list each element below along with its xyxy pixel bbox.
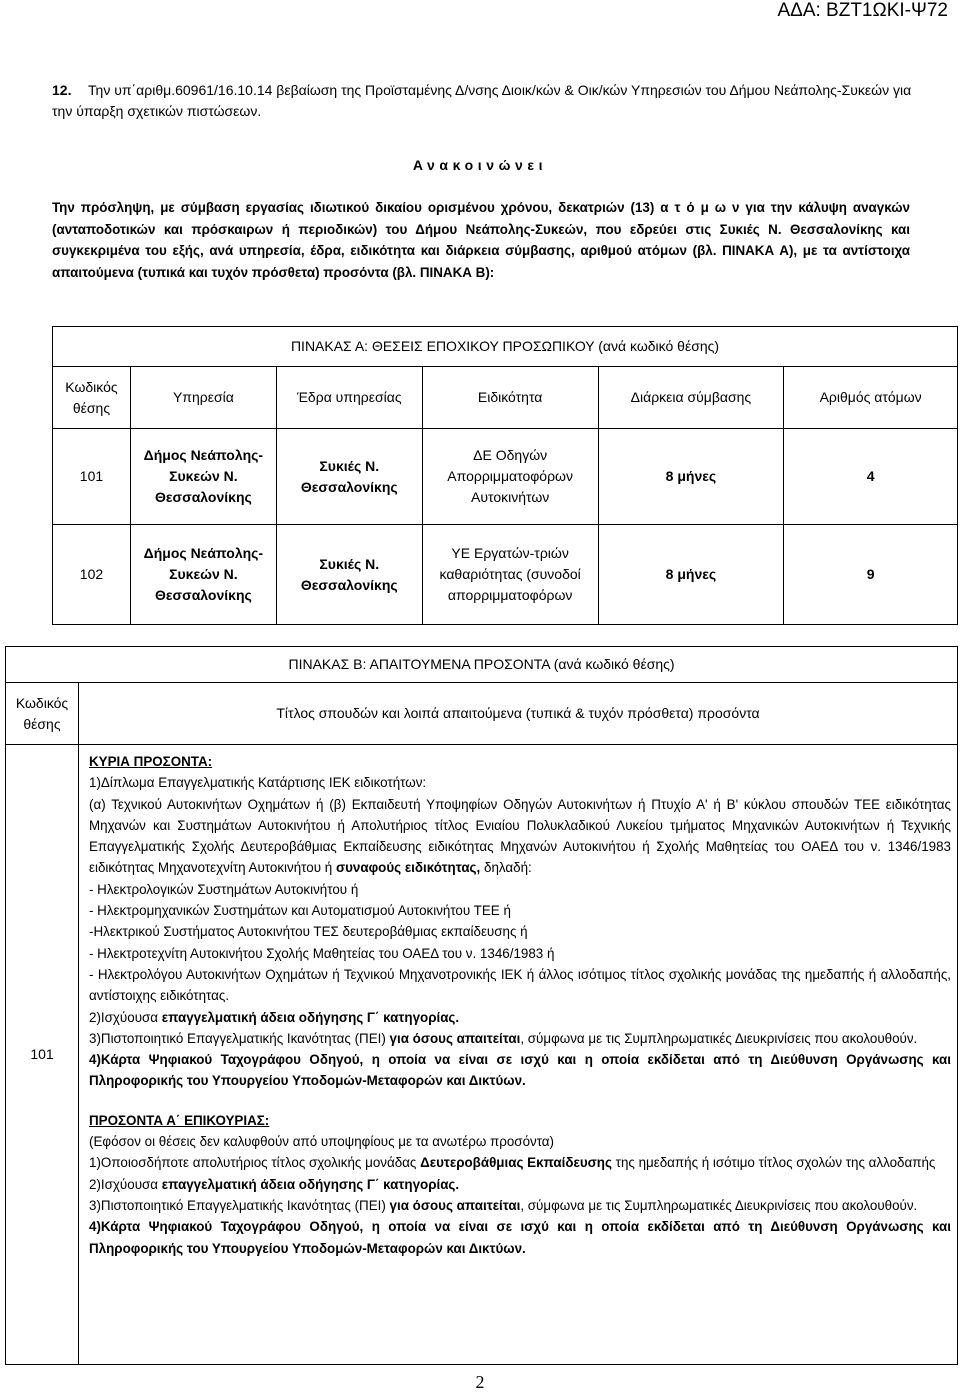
table-row xyxy=(53,429,958,525)
header-cell: Έδρα υπηρεσίας xyxy=(276,367,422,429)
main-qual-1: 1)Δίπλωμα Επαγγελματικής Κατάρτισης ΙΕΚ ειδικοτήτων: xyxy=(89,775,427,791)
cell-seat: Συκιές Ν. Θεσσαλονίκης xyxy=(276,525,422,625)
item-text: Την υπ΄αριθμ.60961/16.10.14 βεβαίωση της Προϊσταμένης Δ/νσης Διοικ/κών & Οικ/κών Υπηρεσιών του Δήμου Νεάπολης-Συκεών για την ύπαρξη σχετικών πιστώσεων. xyxy=(52,82,912,119)
list-item: - Ηλεκτροτεχνίτη Αυτοκινήτου Σχολής Μαθητείας του ΟΑΕΔ του ν. 1346/1983 ή xyxy=(89,945,555,961)
item-number: 12. xyxy=(52,82,72,98)
header-cell: Κωδικός θέσης xyxy=(53,367,131,429)
aux-note: (Εφόσον οι θέσεις δεν καλυφθούν από υποψηφίους με τα ανωτέρω προσόντα) xyxy=(89,1134,555,1150)
page-number: 2 xyxy=(475,1372,485,1392)
table-a-title: ΠΙΝΑΚΑΣ Α: ΘΕΣΕΙΣ ΕΠΟΧΙΚΟΥ ΠΡΟΣΩΠΙΚΟΥ (ανά κωδικό θέσης) xyxy=(53,327,958,367)
cell-service: Δήμος Νεάπολης-Συκεών Ν. Θεσσαλονίκης xyxy=(130,429,276,525)
cell-code: 101 xyxy=(53,429,131,525)
header-cell: Υπηρεσία xyxy=(130,367,276,429)
cell-specialty: ΥΕ Εργατών-τριών καθαριότητας (συνοδοί απορριμματοφόρων xyxy=(422,525,598,625)
header-cell: Αριθμός ατόμων xyxy=(784,367,958,429)
cell-count: 9 xyxy=(784,525,958,625)
aux-qual-4: 4)Κάρτα Ψηφιακού Ταχογράφου Οδηγού, η οποία να είναι σε ισχύ και η οποία εκδίδεται από τη Διεύθυνση Οργάνωσης και Πληροφορικής του Υπουργείου Υποδομών-Μεταφορών και Δικτύων. xyxy=(89,1219,951,1256)
cell-duration: 8 μήνες xyxy=(598,429,784,525)
cell-duration: 8 μήνες xyxy=(598,525,784,625)
header-cell: Διάρκεια σύμβασης xyxy=(598,367,784,429)
table-row xyxy=(53,525,958,625)
aux-qual-2: 2)Ισχύουσα επαγγελματική άδεια οδήγησης Γ΄ κατηγορίας. xyxy=(89,1176,460,1192)
aux-qual-3: 3)Πιστοποιητικό Επαγγελματικής Ικανότητας (ΠΕΙ) για όσους απαιτείται, σύμφωνα με τις Συμπληρωματικές Διευκρινίσεις που ακολουθούν. xyxy=(89,1197,918,1213)
list-item: -Ηλεκτρικού Συστήματος Αυτοκινήτου ΤΕΣ δευτεροβάθμιας εκπαίδευσης ή xyxy=(89,924,528,940)
main-qual-4: 4)Κάρτα Ψηφιακού Ταχογράφου Οδηγού, η οποία να είναι σε ισχύ και η οποία εκδίδεται από τη Διεύθυνση Οργάνωσης και Πληροφορικής του Υπουργείου Υποδομών-Μεταφορών και Δικτύων. xyxy=(89,1052,951,1089)
main-qualifications-heading: ΚΥΡΙΑ ΠΡΟΣΟΝΤΑ: xyxy=(89,754,213,769)
list-item: - Ηλεκτρομηχανικών Συστημάτων και Αυτοματισμού Αυτοκινήτου ΤΕΕ ή xyxy=(89,903,511,919)
main-qual-3: 3)Πιστοποιητικό Επαγγελματικής Ικανότητας (ΠΕΙ) για όσους απαιτείται, σύμφωνα με τις Συμπληρωματικές Διευκρινίσεις που ακολουθούν. xyxy=(89,1030,918,1046)
cell-count: 4 xyxy=(784,429,958,525)
item-12 xyxy=(52,80,932,122)
table-a xyxy=(52,326,958,625)
table-b xyxy=(5,646,958,1365)
announcement-title: Ανακοινώνει xyxy=(412,157,548,173)
cell-service: Δήμος Νεάπολης-Συκεών Ν. Θεσσαλονίκης xyxy=(130,525,276,625)
main-qual-1-detail: (α) Τεχνικού Αυτοκινήτων Οχημάτων ή (β) Εκπαιδευτή Υποψηφίων Οδηγών Αυτοκινήτων ή Πτυχίο Α' ή Β' κύκλου σπουδών ΤΕΕ ειδικότητας Μηχανών και Συστημάτων Αυτοκινήτου ή Απολυτήριος τίτλος Ενιαίου Πολυκλαδικού Λυκείου τμήματος Μηχανικών Αυτοκινήτων ή Τεχνικής Επαγγελματικής Σχολής Δευτεροβάθμιας Εκπαίδευσης ειδικότητας Μηχανών Αυτοκινήτου ή Σχολής Μαθητείας του ΟΑΕΔ του ν. 1346/1983 ειδικότητας Μηχανοτεχνίτη Αυτοκινήτου ή συναφούς ειδικότητας, δηλαδή: xyxy=(89,796,951,876)
cell-code: 101 xyxy=(6,745,79,1365)
intro-paragraph: Την πρόσληψη, με σύμβαση εργασίας ιδιωτικού δικαίου ορισμένου χρόνου, δεκατριών (13) α τ ό μ ω ν για την κάλυψη αναγκών (ανταποδοτικών και πρόσκαιρων ή περιοδικών) του Δήμου Νεάπολης-Συκεών, που εδρεύει στις Συκιές Ν. Θεσσαλονίκης και συγκεκριμένα του εξής, ανά υπηρεσία, έδρα, ειδικότητα και διάρκεια σύμβασης, αριθμού ατόμων (βλ. ΠΙΝΑΚΑ Α), με τα αντίστοιχα απαιτούμενα (τυπικά και τυχόν πρόσθετα) προσόντα (βλ. ΠΙΝΑΚΑ Β): xyxy=(52,200,910,280)
header-cell: Τίτλος σπουδών και λοιπά απαιτούμενα (τυπικά & τυχόν πρόσθετα) προσόντα xyxy=(79,683,958,745)
table-row xyxy=(6,745,958,1365)
list-item: - Ηλεκτρολογικών Συστημάτων Αυτοκινήτου ή xyxy=(89,881,359,897)
table-b-title: ΠΙΝΑΚΑΣ Β: ΑΠΑΙΤΟΥΜΕΝΑ ΠΡΟΣΟΝΤΑ (ανά κωδικό θέσης) xyxy=(6,647,958,683)
cell-seat: Συκιές Ν. Θεσσαλονίκης xyxy=(276,429,422,525)
main-qual-2: 2)Ισχύουσα επαγγελματική άδεια οδήγησης Γ΄ κατηγορίας. xyxy=(89,1009,460,1025)
ada-code: ΑΔΑ: ΒΖΤ1ΩΚΙ-Ψ72 xyxy=(777,0,948,21)
aux-qual-1: 1)Οποιοσδήποτε απολυτήριος τίτλος σχολικής μονάδας Δευτεροβάθμιας Εκπαίδευσης της ημεδαπής ή ισότιμο τίτλος σχολών της αλλοδαπής xyxy=(89,1155,936,1171)
cell-code: 102 xyxy=(53,525,131,625)
requirements-cell xyxy=(79,745,958,1365)
aux-qualifications-heading: ΠΡΟΣΟΝΤΑ Α΄ ΕΠΙΚΟΥΡΙΑΣ: xyxy=(89,1112,270,1128)
list-item: - Ηλεκτρολόγου Αυτοκινήτων Οχημάτων ή Τεχνικού Μηχανοτρονικής ΙΕΚ ή άλλος ισότιμος τίτλος σχολικής μονάδας της ημεδαπής ή αλλοδαπής, αντίστοιχης ειδικότητας. xyxy=(89,966,951,1004)
header-cell: Ειδικότητα xyxy=(422,367,598,429)
header-cell: Κωδικός θέσης xyxy=(6,683,79,745)
cell-specialty: ΔΕ Οδηγών Απορριμματοφόρων Αυτοκινήτων xyxy=(422,429,598,525)
